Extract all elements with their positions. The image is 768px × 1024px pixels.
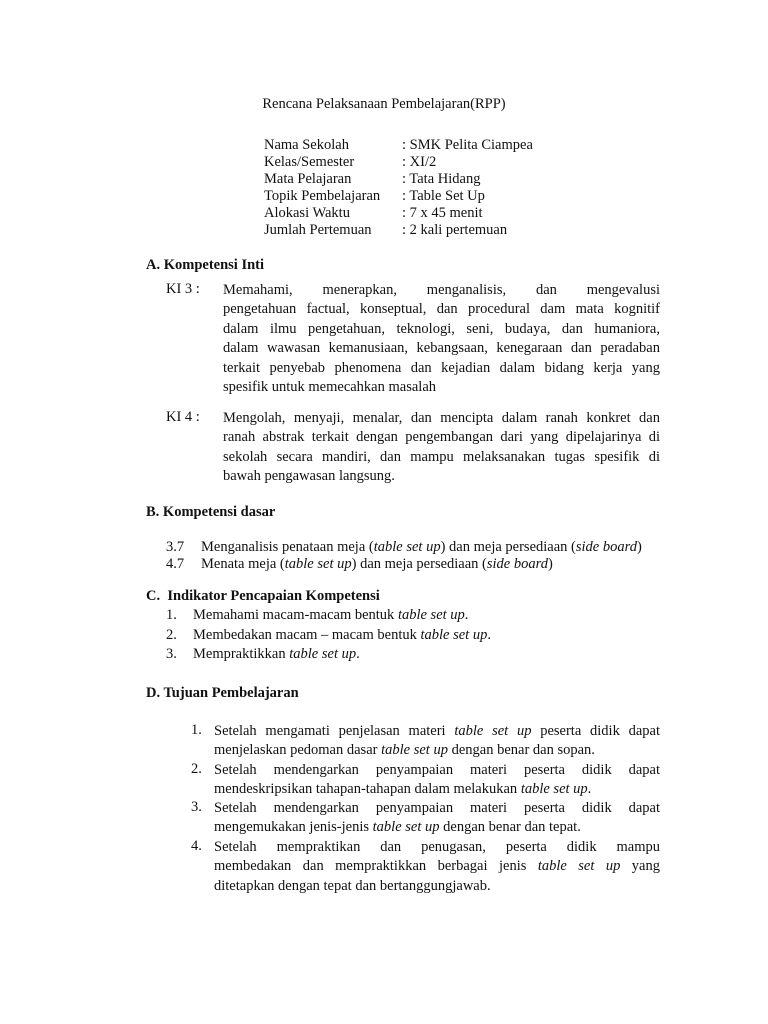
objective-text-part: dengan benar dan sopan. xyxy=(447,742,595,759)
objective-text xyxy=(214,722,660,761)
objective-text-part: mendeskripsikan tahapan-tahapan dalam melakukan xyxy=(214,781,521,798)
kd-text-part: Menata meja ( xyxy=(201,556,285,572)
ki3-line: dalam wawasan kemanusiaan, kebangsaan, kenegaraan dan peradaban xyxy=(223,340,660,357)
info-label: Nama Sekolah xyxy=(264,137,349,153)
objective-number: 1. xyxy=(191,722,202,738)
indicator-text-part: . xyxy=(487,627,491,643)
ki3-line: pengetahuan factual, konseptual, dan procedural dam mata kognitif xyxy=(223,301,660,318)
objective-text xyxy=(214,838,660,896)
ki4-text xyxy=(223,409,660,487)
objective-line: ditetapkan dengan tepat dan bertanggungjawab. xyxy=(214,877,491,894)
ki3-line: Memahami, menerapkan, menganalisis, dan mengevalusi xyxy=(223,282,660,298)
indicator-text-part: Membedakan macam – macam bentuk xyxy=(193,627,421,643)
section-c-heading: C. Indikator Pencapaian Kompetensi xyxy=(146,588,380,604)
kd-term: table set up xyxy=(373,539,441,555)
objective-line: Setelah mendengarkan penyampaian materi peserta didik dapat xyxy=(214,800,660,816)
objective-number: 2. xyxy=(191,761,202,777)
objective-text-part: yang xyxy=(620,858,660,875)
objective-term: table set up xyxy=(537,858,621,875)
indicator-number: 2. xyxy=(166,627,177,643)
objective-number: 4. xyxy=(191,838,202,854)
objective-term: table set up xyxy=(381,742,448,759)
objective-line xyxy=(214,741,660,760)
kd-text-part: ) dan meja persediaan ( xyxy=(440,539,576,555)
kd-text-part: Menganalisis penataan meja ( xyxy=(201,539,374,555)
indicator-text-part: . xyxy=(356,646,360,662)
kd-text xyxy=(201,556,553,573)
kd-text-part: ) dan meja persediaan ( xyxy=(351,556,487,572)
objective-line xyxy=(214,722,660,741)
indicator-term: table set up xyxy=(397,607,465,623)
objective-term: table set up xyxy=(372,819,440,836)
objective-text-part: peserta didik dapat xyxy=(531,723,660,739)
objective-text-part: membedakan dan mempraktikkan berbagai jenis xyxy=(214,858,538,875)
ki4-line: bawah pengawasan langsung. xyxy=(223,468,395,485)
indicator-text xyxy=(193,607,468,624)
objective-text-part: mengemukakan jenis-jenis xyxy=(214,819,373,836)
section-b-heading: B. Kompetensi dasar xyxy=(146,504,276,520)
kd-text-part: ) xyxy=(636,539,642,555)
ki4-line: ranah abstrak terkait dengan pengembangan dari yang dipelajarinya di xyxy=(223,429,660,446)
objective-text-part: Setelah mengamati penjelasan materi xyxy=(214,723,455,739)
objective-text-part: menjelaskan pedoman dasar xyxy=(214,742,382,759)
info-value: : XI/2 xyxy=(402,154,437,170)
indicator-term: table set up xyxy=(420,627,488,643)
indicator-number: 3. xyxy=(166,646,177,662)
kd-number: 4.7 xyxy=(166,556,185,572)
info-value: : Tata Hidang xyxy=(402,171,481,187)
objective-number: 3. xyxy=(191,799,202,815)
indicator-text-part: . xyxy=(464,607,469,623)
objective-line xyxy=(214,818,660,837)
objective-text-part: . xyxy=(587,781,592,798)
ki4-line: sekolah secara mandiri, dan mampu melaksanakan tugas spesifik di xyxy=(223,448,660,465)
indicator-text-part: Mempraktikkan xyxy=(193,646,290,662)
ki3-line: terkait penyebab phenomena dan kejadian dalam bidang kerja yang xyxy=(223,359,660,376)
info-value: : 2 kali pertemuan xyxy=(402,222,508,238)
section-d-heading: D. Tujuan Pembelajaran xyxy=(146,685,299,701)
kd-term: side board xyxy=(486,556,548,572)
info-value: : SMK Pelita Ciampea xyxy=(402,137,533,153)
info-label: Alokasi Waktu xyxy=(264,205,350,221)
ki3-text xyxy=(223,281,660,397)
objective-line xyxy=(214,780,660,799)
objective-term: table set up xyxy=(454,723,532,739)
ki3-line: spesifik untuk memecahkan masalah xyxy=(223,379,437,396)
objective-term: table set up xyxy=(520,781,588,798)
objective-line: Setelah mempraktikan dan penugasan, peserta didik mampu xyxy=(214,839,660,855)
objective-text-part: dengan benar dan tepat. xyxy=(439,819,581,836)
info-value: : 7 x 45 menit xyxy=(402,205,483,221)
kd-number: 3.7 xyxy=(166,539,185,555)
ki3-line: dalam ilmu pengetahuan, teknologi, seni, budaya, dan humaniora, xyxy=(223,320,660,337)
info-value: : Table Set Up xyxy=(402,188,485,204)
kd-text xyxy=(201,539,642,556)
objective-line: Setelah mendengarkan penyampaian materi peserta didik dapat xyxy=(214,762,660,778)
indicator-number: 1. xyxy=(166,607,177,623)
kd-term: table set up xyxy=(284,556,352,572)
indicator-text xyxy=(193,646,360,663)
kd-text-part: ) xyxy=(547,556,553,572)
indicator-text xyxy=(193,627,491,644)
kd-term: side board xyxy=(575,539,637,555)
info-label: Jumlah Pertemuan xyxy=(264,222,372,238)
objective-line xyxy=(214,857,660,876)
info-label: Kelas/Semester xyxy=(264,154,355,170)
objective-text xyxy=(214,761,660,800)
ki4-label: KI 4 : xyxy=(166,409,200,425)
indicator-text-part: Memahami macam-macam bentuk xyxy=(193,607,398,623)
info-label: Topik Pembelajaran xyxy=(264,188,381,204)
indicator-term: table set up xyxy=(289,646,357,662)
ki3-label: KI 3 : xyxy=(166,281,200,297)
ki4-line: Mengolah, menyaji, menalar, dan mencipta dalam ranah konkret dan xyxy=(223,410,660,426)
objective-text xyxy=(214,799,660,838)
section-a-heading: A. Kompetensi Inti xyxy=(146,257,265,273)
info-label: Mata Pelajaran xyxy=(264,171,352,187)
document-title: Rencana Pelaksanaan Pembelajaran(RPP) xyxy=(262,96,506,112)
